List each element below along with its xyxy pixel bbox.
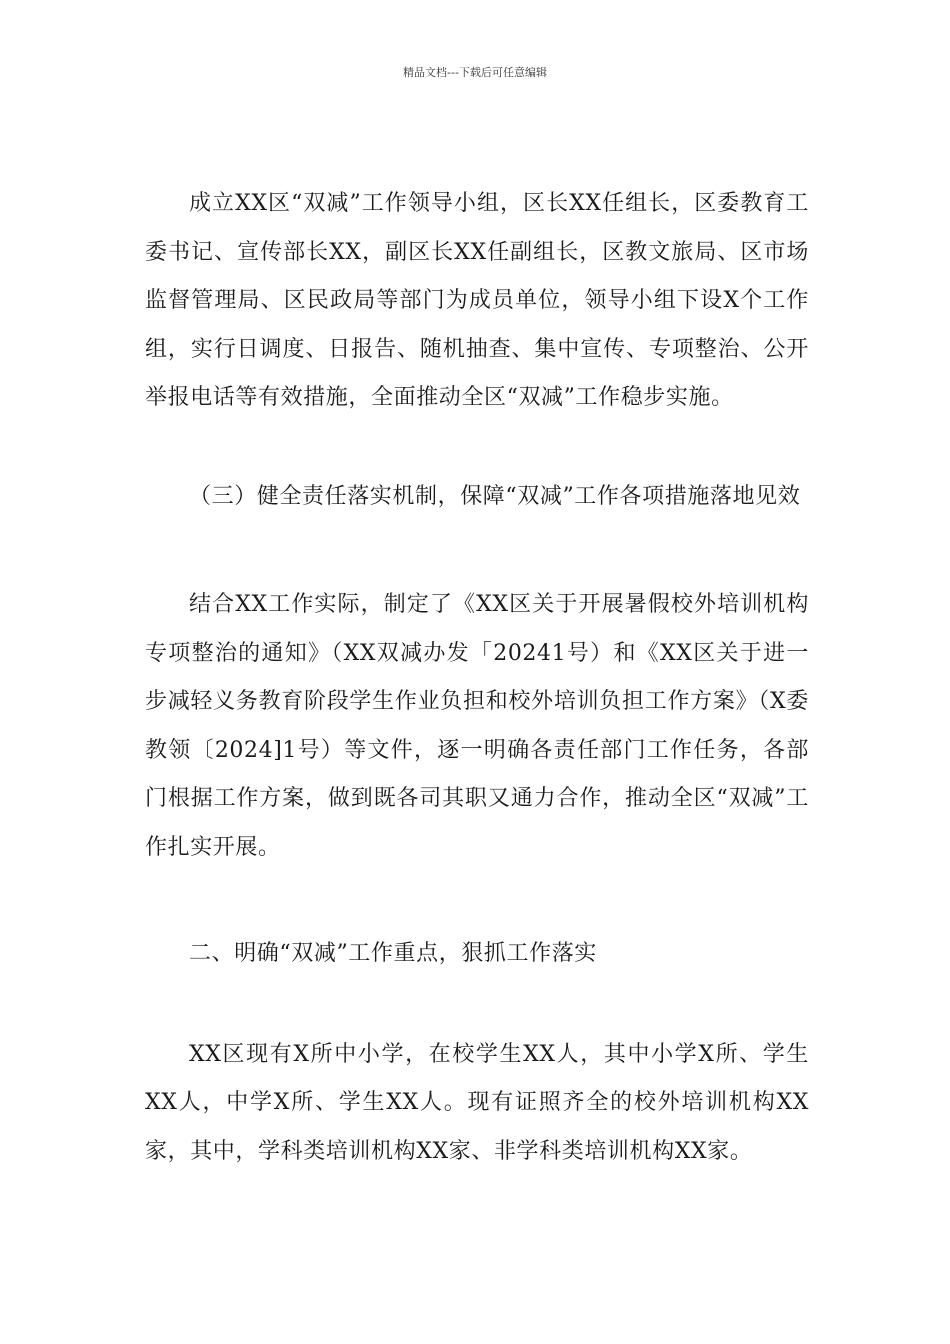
page-header: 精品文档---下载后可任意编辑: [403, 66, 547, 79]
paragraph-school-stats: XX区现有X所中小学，在校学生XX人，其中小学X所、学生XX人，中学X所、学生XX人。现有证照齐全的校外培训机构XX家，其中，学科类培训机构XX家、非学科类培训机构XX家。: [145, 1041, 809, 1164]
section-heading-key-work: 二、明确“双减”工作重点，狠抓工作落实: [189, 941, 597, 966]
section-heading-responsibility: （三）健全责任落实机制，保障“双减”工作各项措施落地见效: [189, 483, 801, 509]
paragraph-leadership-group: 成立XX区“双减”工作领导小组，区长XX任组长，区委教育工委书记、宣传部长XX，副区长XX任副组长，区教文旅局、区市场监督管理局、区民政局等部门为成员单位，领导小组下设X个工作组，实行日调度、日报告、随机抽查、集中宣传、专项整治、公开举报电话等有效措施，全面推动全区“双减”工作稳步实施。: [145, 191, 809, 410]
document-body: [145, 180, 809, 1176]
paragraph-documents: 结合XX工作实际，制定了《XX区关于开展暑假校外培训机构专项整治的通知》（XX双减办发「20241号）和《XX区关于进一步减轻义务教育阶段学生作业负担和校外培训负担工作方案》（X委教领〔2024]1号）等文件，逐一明确各责任部门工作任务，各部门根据工作方案，做到既各司其职又通力合作，推动全区“双减”工作扎实开展。: [145, 592, 809, 860]
